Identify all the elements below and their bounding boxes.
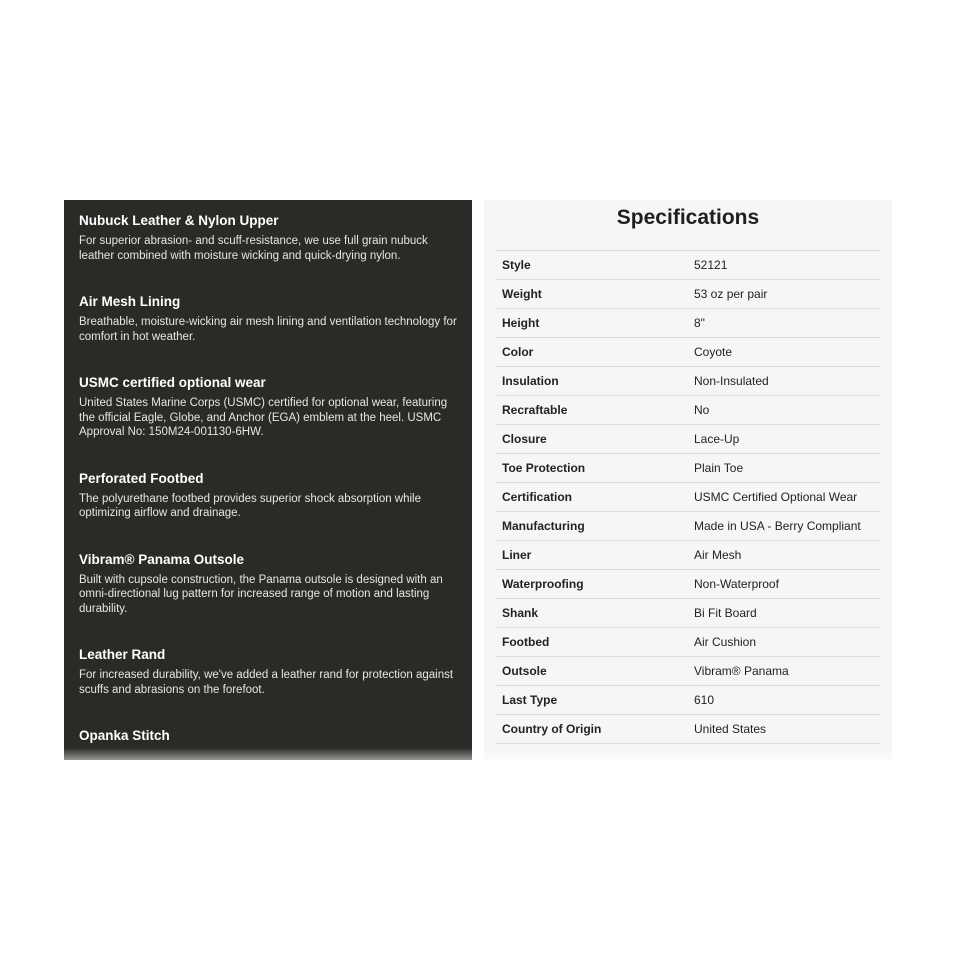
- spec-value: No: [694, 403, 710, 417]
- spec-value: Non-Insulated: [694, 374, 769, 388]
- feature-item: [79, 212, 457, 263]
- features-panel: [64, 200, 472, 760]
- spec-label: Style: [502, 258, 531, 272]
- spec-value: 52121: [694, 258, 728, 272]
- feature-description: Breathable, moisture-wicking air mesh lining and ventilation technology for comfort in hot weather.: [79, 316, 457, 343]
- spec-value: Bi Fit Board: [694, 606, 757, 620]
- spec-row: [496, 280, 880, 309]
- spec-row: [496, 628, 880, 657]
- feature-title: Perforated Footbed: [79, 470, 204, 486]
- spec-label: Toe Protection: [502, 461, 586, 475]
- spec-value: 8": [694, 316, 705, 330]
- spec-row: [496, 570, 880, 599]
- spec-label: Shank: [502, 606, 539, 620]
- spec-value: Air Mesh: [694, 548, 742, 562]
- spec-label: Last Type: [502, 693, 558, 707]
- spec-label: Recraftable: [502, 403, 568, 417]
- spec-label: Outsole: [502, 664, 547, 678]
- spec-row: [496, 657, 880, 686]
- spec-value: Made in USA - Berry Compliant: [694, 519, 861, 533]
- feature-title: Air Mesh Lining: [79, 294, 181, 309]
- feature-title: Nubuck Leather & Nylon Upper: [79, 213, 279, 228]
- spec-label: Footbed: [502, 635, 550, 649]
- spec-value: 53 oz per pair: [694, 287, 768, 301]
- feature-item: [79, 551, 457, 617]
- spec-value: United States: [694, 722, 767, 736]
- feature-title: Vibram® Panama Outsole: [79, 551, 245, 567]
- spec-row: [496, 309, 880, 338]
- specifications-panel: [484, 200, 892, 760]
- specifications-table: [496, 251, 880, 744]
- feature-item: [79, 374, 457, 440]
- spec-label: Certification: [502, 490, 573, 504]
- feature-description: For superior abrasion- and scuff-resistance, we use full grain nubuck leather combined with moisture wicking and quick-drying nylon.: [79, 235, 428, 262]
- spec-label: Closure: [502, 432, 547, 446]
- spec-value: USMC Certified Optional Wear: [694, 490, 858, 504]
- spec-row: [496, 396, 880, 425]
- spec-row: [496, 541, 880, 570]
- spec-row: [496, 715, 880, 744]
- spec-value: Non-Waterproof: [694, 577, 779, 591]
- spec-label: Liner: [502, 548, 532, 562]
- spec-label: Color: [502, 345, 534, 359]
- spec-label: Waterproofing: [502, 577, 584, 591]
- spec-row: [496, 338, 880, 367]
- feature-item: [79, 470, 457, 521]
- feature-title: USMC certified optional wear: [79, 375, 266, 390]
- spec-value: Lace-Up: [694, 432, 740, 446]
- spec-row: [496, 599, 880, 628]
- spec-row: [496, 686, 880, 715]
- spec-value: Plain Toe: [694, 461, 744, 475]
- feature-description: The polyurethane footbed provides superior shock absorption while optimizing airflow and drainage.: [79, 492, 422, 519]
- spec-row: [496, 512, 880, 541]
- feature-item: [79, 646, 457, 697]
- spec-label: Height: [502, 316, 540, 330]
- spec-value: Vibram® Panama: [694, 664, 789, 678]
- spec-label: Manufacturing: [502, 519, 585, 533]
- spec-row: [496, 454, 880, 483]
- feature-title: Leather Rand: [79, 647, 166, 662]
- feature-item: [79, 727, 457, 744]
- feature-description: For increased durability, we've added a leather rand for protection against scuffs and abrasions on the forefoot.: [79, 669, 454, 696]
- feature-description: Built with cupsole construction, the Panama outsole is designed with an omni-directional lug pattern for increased range of motion and lasting durability.: [79, 573, 443, 615]
- specifications-title: Specifications: [496, 200, 880, 251]
- feature-item: [79, 293, 457, 344]
- spec-row: [496, 425, 880, 454]
- spec-value: Coyote: [694, 345, 733, 359]
- spec-label: Country of Origin: [502, 722, 602, 736]
- spec-row: [496, 483, 880, 512]
- feature-description: United States Marine Corps (USMC) certified for optional wear, featuring the official Eagle, Globe, and Anchor (EGA) emblem at the heel. USMC Approval No: 150M24-001130-6HW.: [79, 397, 448, 438]
- spec-label: Insulation: [502, 374, 559, 388]
- spec-label: Weight: [502, 287, 542, 301]
- spec-row: [496, 367, 880, 396]
- spec-value: 610: [694, 693, 715, 707]
- bottom-fade: [0, 748, 960, 762]
- spec-value: Air Cushion: [694, 635, 757, 649]
- spec-row: [496, 251, 880, 280]
- feature-title: Opanka Stitch: [79, 728, 170, 743]
